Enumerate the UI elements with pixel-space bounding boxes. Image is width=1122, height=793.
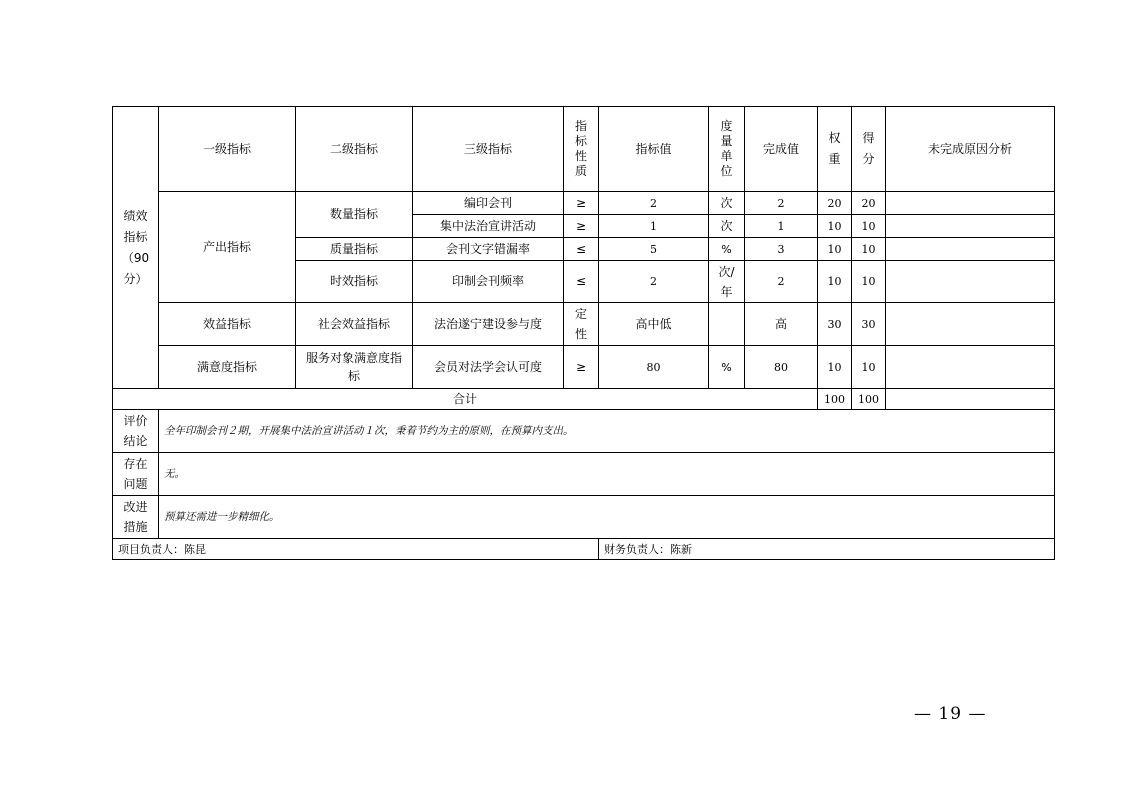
header-weight: 权重 — [818, 107, 852, 192]
row-target: 80 — [599, 346, 709, 389]
row-score: 10 — [852, 346, 886, 389]
row-reason — [886, 215, 1055, 238]
row-reason — [886, 238, 1055, 261]
row-weight: 10 — [818, 261, 852, 303]
row-target: 高中低 — [599, 303, 709, 346]
total-weight: 100 — [818, 389, 852, 410]
problems-text: 无。 — [159, 453, 1055, 496]
row-nature: ≥ — [564, 192, 599, 215]
header-unit: 度量单位 — [709, 107, 745, 192]
row-score: 10 — [852, 215, 886, 238]
row-unit: % — [709, 346, 745, 389]
problems-row — [113, 453, 1055, 496]
total-label: 合计 — [113, 389, 818, 410]
header-reason: 未完成原因分析 — [886, 107, 1055, 192]
header-nature: 指标性质 — [564, 107, 599, 192]
group-benefit: 效益指标 — [159, 303, 296, 346]
row-nature: ≤ — [564, 238, 599, 261]
category-label: 绩效指标（90分） — [113, 107, 159, 389]
row-nature: ≥ — [564, 346, 599, 389]
evaluation-label: 评价结论 — [113, 410, 159, 453]
table-row — [113, 192, 1055, 215]
total-row — [113, 389, 1055, 410]
row-score: 20 — [852, 192, 886, 215]
row-name: 会员对法学会认可度 — [413, 346, 564, 389]
row-actual: 80 — [745, 346, 818, 389]
row-unit: 次/年 — [709, 261, 745, 303]
performance-table — [112, 106, 1055, 560]
row-nature: 定性 — [564, 303, 599, 346]
row-weight: 10 — [818, 238, 852, 261]
row-nature: ≥ — [564, 215, 599, 238]
row-score: 10 — [852, 238, 886, 261]
header-level2: 二级指标 — [296, 107, 413, 192]
problems-label: 存在问题 — [113, 453, 159, 496]
row-weight: 10 — [818, 215, 852, 238]
row-name: 集中法治宣讲活动 — [413, 215, 564, 238]
row-actual: 高 — [745, 303, 818, 346]
table-row — [113, 303, 1055, 346]
header-level1: 一级指标 — [159, 107, 296, 192]
row-target: 2 — [599, 261, 709, 303]
group-service: 服务对象满意度指标 — [296, 346, 413, 389]
group-social: 社会效益指标 — [296, 303, 413, 346]
row-score: 30 — [852, 303, 886, 346]
page-number: — 19 — — [914, 704, 987, 724]
row-actual: 1 — [745, 215, 818, 238]
row-unit: 次 — [709, 215, 745, 238]
row-unit — [709, 303, 745, 346]
row-actual: 2 — [745, 192, 818, 215]
row-target: 1 — [599, 215, 709, 238]
improvement-row — [113, 496, 1055, 539]
row-name: 编印会刊 — [413, 192, 564, 215]
improvement-text: 预算还需进一步精细化。 — [159, 496, 1055, 539]
row-unit: 次 — [709, 192, 745, 215]
row-actual: 2 — [745, 261, 818, 303]
total-score: 100 — [852, 389, 886, 410]
group-quantity: 数量指标 — [296, 192, 413, 238]
finance-lead: 财务负责人：陈新 — [599, 539, 1055, 560]
group-timeliness: 时效指标 — [296, 261, 413, 303]
row-actual: 3 — [745, 238, 818, 261]
row-reason — [886, 303, 1055, 346]
row-score: 10 — [852, 261, 886, 303]
group-output: 产出指标 — [159, 192, 296, 303]
group-quality: 质量指标 — [296, 238, 413, 261]
header-target: 指标值 — [599, 107, 709, 192]
row-name: 印制会刊频率 — [413, 261, 564, 303]
row-target: 2 — [599, 192, 709, 215]
improvement-label: 改进措施 — [113, 496, 159, 539]
signature-row — [113, 539, 1055, 560]
evaluation-row — [113, 410, 1055, 453]
row-unit: % — [709, 238, 745, 261]
row-name: 会刊文字错漏率 — [413, 238, 564, 261]
header-actual: 完成值 — [745, 107, 818, 192]
row-nature: ≤ — [564, 261, 599, 303]
row-name: 法治遂宁建设参与度 — [413, 303, 564, 346]
row-reason — [886, 346, 1055, 389]
project-lead: 项目负责人：陈昆 — [113, 539, 599, 560]
total-reason — [886, 389, 1055, 410]
evaluation-text: 全年印制会刊２期，开展集中法治宣讲活动１次，秉着节约为主的原则，在预算内支出。 — [159, 410, 1055, 453]
header-score: 得分 — [852, 107, 886, 192]
group-satisfaction: 满意度指标 — [159, 346, 296, 389]
row-reason — [886, 261, 1055, 303]
row-weight: 20 — [818, 192, 852, 215]
row-reason — [886, 192, 1055, 215]
header-row — [113, 107, 1055, 192]
table-row — [113, 346, 1055, 389]
row-weight: 30 — [818, 303, 852, 346]
header-level3: 三级指标 — [413, 107, 564, 192]
row-target: 5 — [599, 238, 709, 261]
row-weight: 10 — [818, 346, 852, 389]
